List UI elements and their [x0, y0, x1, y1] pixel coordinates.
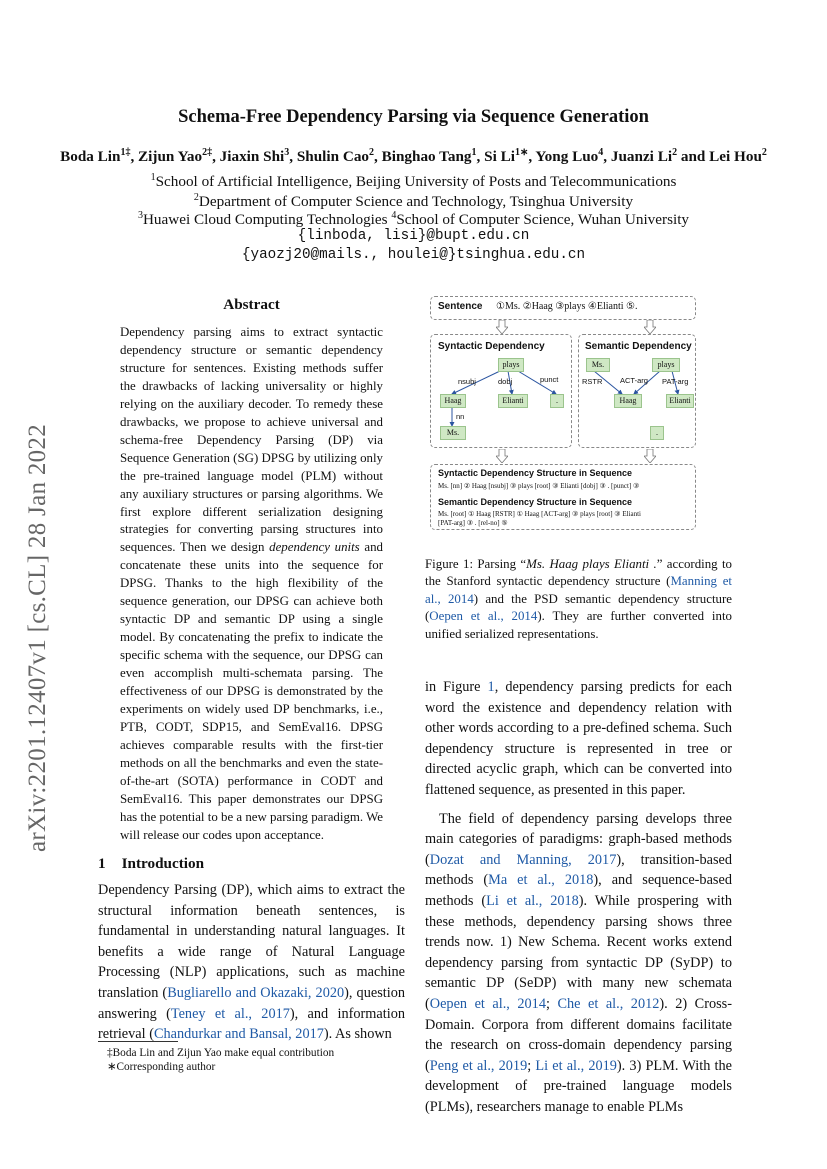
figure-1	[430, 296, 696, 531]
syntactic-title: Syntactic Dependency	[438, 341, 545, 352]
edge-label-dobj: dobj	[498, 377, 513, 386]
citation-link[interactable]: Li et al., 2018	[486, 892, 579, 909]
citation-link[interactable]: Oepen et al., 2014	[429, 609, 538, 624]
citation-link[interactable]: Bugliarello and Okazaki, 2020	[167, 984, 345, 1001]
affiliation-2: $^2$Department of Computer Science and Technology, Tsinghua University	[193, 192, 634, 211]
email-line-2: {yaozj20@mails., houlei@}tsinghua.edu.cn	[241, 247, 586, 263]
section-heading: 1 Introduction	[98, 855, 205, 872]
semantic-seq-title: Semantic Dependency Structure in Sequence	[438, 497, 633, 507]
footnote-divider	[98, 1041, 178, 1042]
citation-link[interactable]: Li et al., 2019	[535, 1057, 617, 1074]
semantic-seq-line-1: Ms. [root] ① Haag [RSTR] ① Haag [ACT-arg] ③ plays [root] ③ Elianti	[438, 510, 641, 518]
down-arrow-icon	[644, 320, 656, 334]
node-haag: Haag	[440, 394, 466, 408]
citation-link[interactable]: Dozat and Manning, 2017	[429, 851, 617, 868]
edge-label-nn: nn	[456, 412, 465, 421]
edge-label-rstr: RSTR	[582, 377, 603, 386]
affiliation-1: $^1$School of Artificial Intelligence, Beijing University of Posts and Telecommunications	[150, 172, 677, 191]
footnotes	[107, 1046, 334, 1074]
semantic-edges	[578, 334, 694, 446]
abstract-heading: Abstract	[223, 296, 280, 313]
semantic-title: Semantic Dependency	[585, 341, 692, 352]
citation-link[interactable]: Oepen et al., 2014	[429, 995, 546, 1012]
intro-paragraph: Dependency Parsing (DP), which aims to extract the structural information beneath sentences, is fundamental in understanding natural languages. It benefits a wide range of Natural Language Processing (NLP) applications, such as machine translation (Bugliarello and Okazaki, 2020), question answering (Teney et al., 2017), and information retrieval (Chandurkar and Bansal, 2017). As shown	[98, 882, 406, 1043]
citation-link[interactable]: Ma et al., 2018	[488, 872, 594, 889]
arxiv-identifier: arXiv:2201.12407v1 [cs.CL] 28 Jan 2022	[24, 423, 51, 852]
sentence-label: Sentence	[438, 301, 483, 312]
edge-label-pat: PAT-arg	[662, 377, 689, 386]
down-arrow-icon	[644, 449, 656, 463]
syntactic-seq: Ms. [nn] ② Haag [nsubj] ③ plays [root] ③ Elianti [dobj] ③ . [punct] ③	[438, 482, 640, 490]
figure-ref-link[interactable]: 1	[487, 679, 495, 695]
citation-link[interactable]: Peng et al., 2019	[429, 1057, 528, 1074]
edge-label-act: ACT-arg	[620, 376, 648, 385]
email-line-1: {linboda, lisi}@bupt.edu.cn	[297, 228, 530, 244]
node-plays: plays	[498, 358, 524, 372]
edge-label-nsubj: nsubj	[458, 377, 476, 386]
paragraph: in Figure 1, dependency parsing predicts for each word the existence and dependency relation with other words according to a pre-defined schema. Such dependency structure is represented in tree or directed acyclic graph, which can be converted into flattened sequence, as presented in this paper.	[425, 679, 732, 798]
down-arrow-icon	[496, 449, 508, 463]
figure-caption: Figure 1: Parsing “Ms. Haag plays Elianti .” according to the Stanford syntactic dependency structure (Manning et al., 2014) and the PSD semantic dependency structure (Oepen et al., 2014). They are further converted into unified serialized representations.	[425, 557, 732, 641]
citation-link[interactable]: Manning et al., 2014	[425, 574, 732, 606]
semantic-seq-line-2: [PAT-arg] ③ . [rel-no] ⑤	[438, 519, 508, 527]
footnote-corresponding: ∗Corresponding author	[107, 1061, 216, 1073]
node-elianti: Elianti	[666, 394, 694, 408]
node-ms: Ms.	[586, 358, 610, 372]
paragraph: The field of dependency parsing develops three main categories of paradigms: graph-based methods (Dozat and Manning, 2017), transition-based methods (Ma et al., 2018), and sequence-based methods (Li et al., 2018). While prospering with these methods, dependency parsing shows three trends now. 1) New Schema. Recent works extend dependency parsing from syntactic DP (SyDP) to semantic DP (SeDP) with many new schemata (Oepen et al., 2014; Che et al., 2012). 2) Cross-Domain. Corpora from different domains facilitate the research on cross-domain dependency parsing (Peng et al., 2019; Li et al., 2019). 3) PLM. With the development of pre-trained language models (PLMs), researchers manage to enable PLMs	[425, 810, 732, 1115]
syntactic-seq-title: Syntactic Dependency Structure in Sequence	[438, 468, 633, 478]
footnote-equal-contribution: ‡Boda Lin and Zijun Yao make equal contribution	[107, 1047, 335, 1059]
paper-title: Schema-Free Dependency Parsing via Sequence Generation	[178, 107, 649, 127]
node-punct: .	[650, 426, 664, 440]
edge-label-punct: punct	[540, 375, 559, 384]
abstract-body: Dependency parsing aims to extract syntactic dependency structure or semantic dependency structure for sentences. Existing methods suffer the drawbacks of lacking universality or highly relying on the auxiliary decoder. To remedy these drawbacks, we propose to achieve universal and schema-free Dependency Parsing (DP) via Sequence Generation (SG) DPSG by utilizing only the pre-trained language model (PLM) without any auxiliary structures or parsing algorithms. We first explore different serialization designing strategies for converting parsing structures into sequences. Then we design dependency units and concatenate these units into the sequence for DPSG. Thanks to the high flexibility of the sequence generation, our DPSG can achieve both syntactic DP and semantic DP using a single model. By concatenating the prefix to indicate the specific schema with the sequence, our DPSG can even accomplish multi-schemata parsing. The effectiveness of our DPSG is demonstrated by the experiments on widely used DP benchmarks, i.e., PTB, CODT, SDP15, and SemEval16. DPSG achieves comparable results with the first-tier methods on all the benchmarks and even the state-of-the-art (SOTA) performance in CODT and SemEval16. This paper demonstrates our DPSG has the potential to be a new parsing paradigm. We will release our codes upon acceptance.	[120, 325, 383, 842]
down-arrow-icon	[496, 320, 508, 334]
citation-link[interactable]: Teney et al., 2017	[170, 1005, 290, 1022]
citation-link[interactable]: Che et al., 2012	[557, 995, 660, 1012]
node-punct: .	[550, 394, 564, 408]
node-elianti: Elianti	[498, 394, 528, 408]
citation-link[interactable]: Chandurkar and Bansal, 2017	[153, 1026, 324, 1043]
node-ms: Ms.	[440, 426, 466, 440]
affiliation-3: $^3$Huawei Cloud Computing Technologies $^4$School of Computer Science, Wuhan University	[137, 210, 690, 229]
right-column-body	[425, 677, 732, 1117]
node-haag: Haag	[614, 394, 642, 408]
node-plays: plays	[652, 358, 680, 372]
sentence-tokens: ①Ms. ②Haag ③plays ④Elianti ⑤.	[496, 301, 638, 312]
author-list: Boda Lin$^{1\ddagger}$, Zijun Yao$^{2\ddagger}$, Jiaxin Shi$^3$, Shulin Cao$^2$, Binghao Tang$^1$, Si $Li^{1∗}$, Yong Luo$^4$, Juanzi Li$^2$ and Lei Hou$^2$	[60, 147, 767, 166]
